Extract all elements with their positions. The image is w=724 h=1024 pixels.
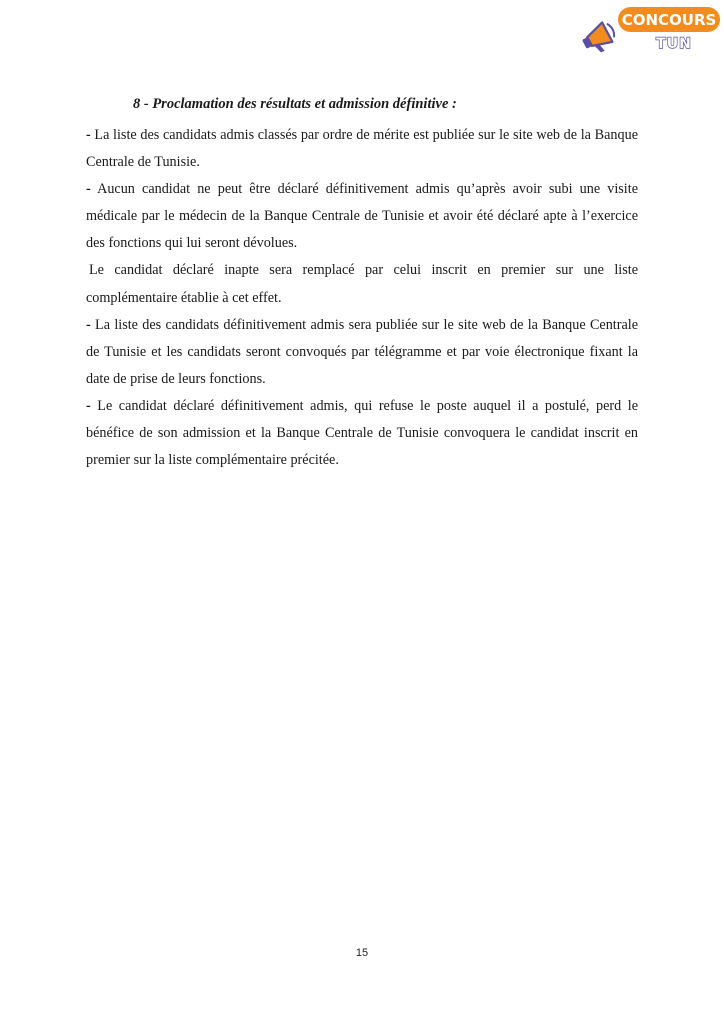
bullet-dash: -	[86, 181, 91, 198]
bullet-dash: -	[86, 316, 91, 333]
paragraph-final-list	[86, 312, 638, 393]
megaphone-icon	[578, 4, 724, 58]
logo-text-concours: CONCOURS	[621, 11, 717, 29]
bullet-dash: -	[86, 397, 91, 414]
paragraph-text: La liste des candidats définitivement admis sera publiée sur le site web de la Banque Centrale de Tunisie et les candidats seront convoqués par télégramme et par voie électronique fixant la date de prise de leurs fonctions.	[86, 316, 638, 387]
paragraph-text: La liste des candidats admis classés par ordre de mérite est publiée sur le site web de la Banque Centrale de Tunisie.	[86, 127, 638, 171]
logo-text-tun: TUN	[656, 36, 692, 52]
paragraph-text: Le candidat déclaré définitivement admis, qui refuse le poste auquel il a postulé, perd le bénéfice de son admission et la Banque Centrale de Tunisie convoquera le candidat inscrit en premier sur la liste complémentaire précitée.	[86, 397, 638, 469]
bullet-dash: -	[86, 127, 91, 143]
page-number: 15	[355, 947, 369, 959]
paragraph-results-publication	[86, 122, 638, 176]
paragraph-unfit-candidate	[86, 257, 638, 311]
paragraph-text: Le candidat déclaré inapte sera remplacé par celui inscrit en premier sur une liste complémentaire établie à cet effet.	[86, 262, 638, 306]
concours-tun-logo	[578, 4, 724, 58]
document-body	[86, 122, 638, 474]
paragraph-medical-visit	[86, 176, 638, 257]
section-title: 8 - Proclamation des résultats et admission définitive :	[133, 96, 457, 112]
paragraph-refusal	[86, 393, 638, 474]
paragraph-text: Aucun candidat ne peut être déclaré définitivement admis qu’après avoir subi une visite médicale par le médecin de la Banque Centrale de Tunisie et avoir été déclaré apte à l’exercice des fonctions qui lui seront dévolues.	[86, 181, 638, 252]
